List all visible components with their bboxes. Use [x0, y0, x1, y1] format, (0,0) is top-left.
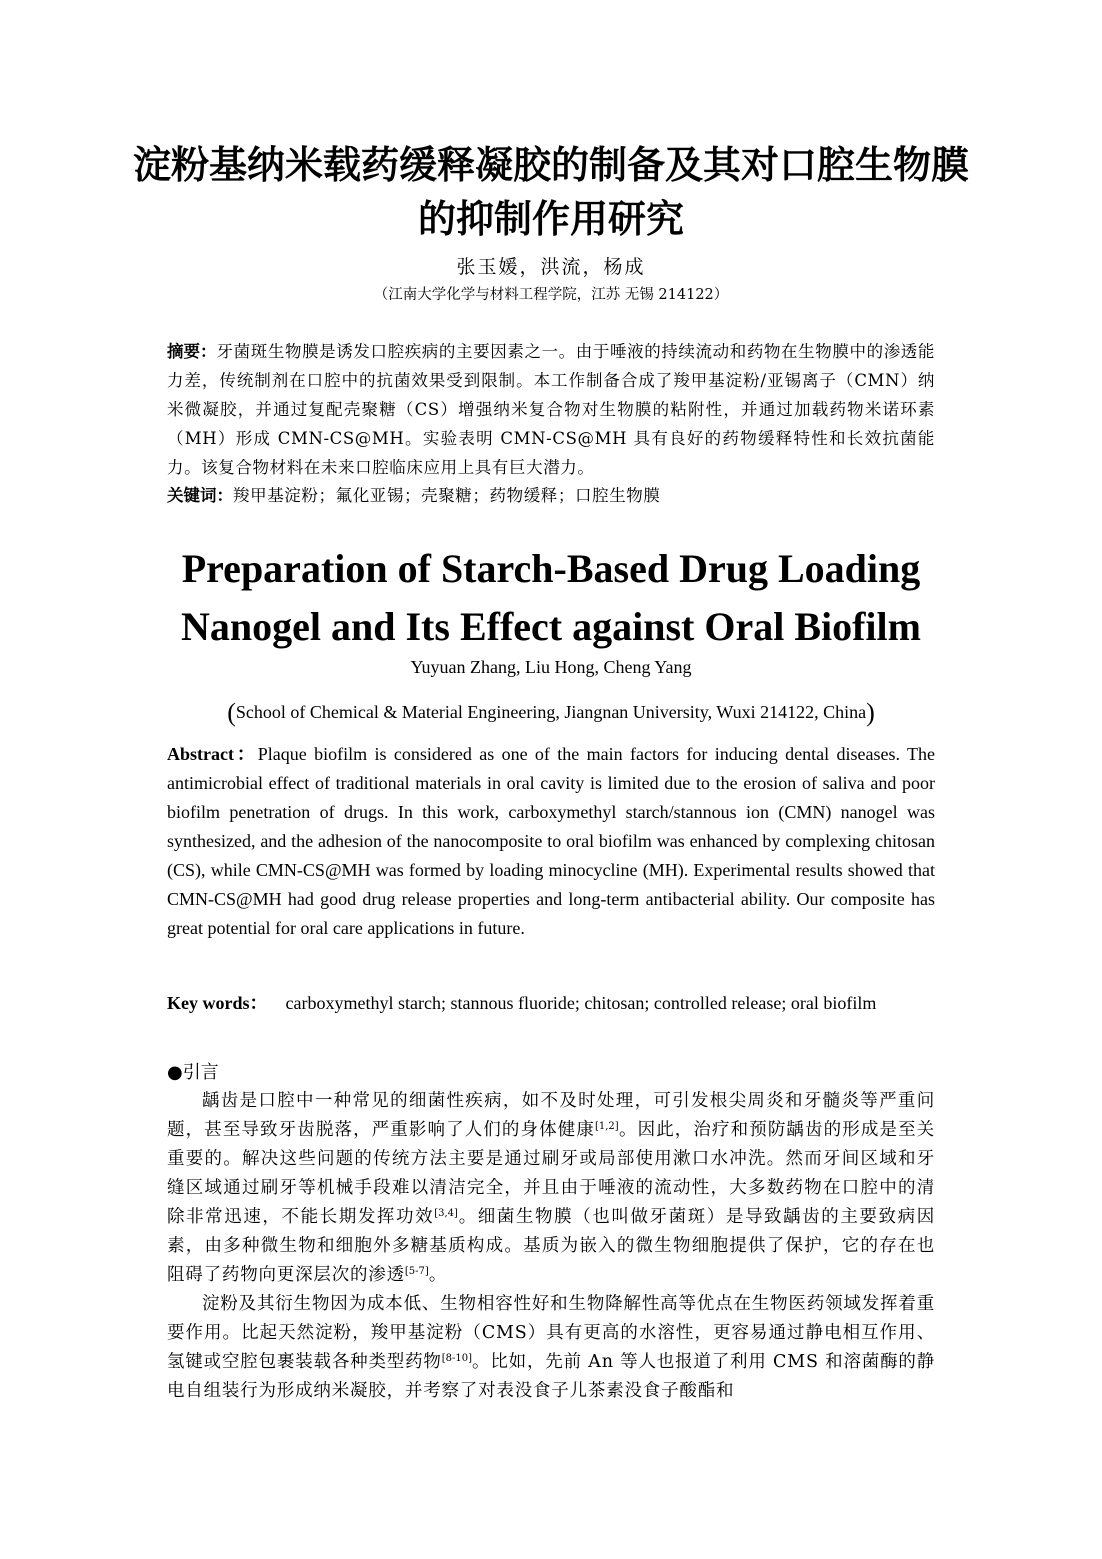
chinese-abstract-label: 摘要：	[167, 342, 217, 361]
paragraph-text: 。	[428, 1265, 448, 1285]
chinese-keywords-label: 关键词：	[167, 486, 233, 505]
english-authors: Yuyuan Zhang, Liu Hong, Cheng Yang	[410, 657, 692, 677]
english-title-line-1: Preparation of Starch-Based Drug Loading	[181, 546, 921, 591]
english-title	[100, 540, 1002, 656]
chinese-abstract-text: 牙菌斑生物膜是诱发口腔疾病的主要因素之一。由于唾液的持续流动和药物在生物膜中的渗透能力差，传统制剂在口腔中的抗菌效果受到限制。本工作制备合成了羧甲基淀粉/亚锡离子（CMN）纳米微凝胶，并通过复配壳聚糖（CS）增强纳米复合物对生物膜的粘附性，并通过加载药物米诺环素（MH）形成 CMN-CS@MH。实验表明 CMN-CS@MH 具有良好的药物缓释特性和长效抗菌能力。该复合物材料在未来口腔临床应用上具有巨大潜力。	[167, 342, 936, 477]
introduction-heading: ●引言	[167, 1062, 219, 1083]
chinese-affiliation: （江南大学化学与材料工程学院，江苏 无锡 214122）	[373, 287, 729, 303]
english-keywords-text: carboxymethyl starch; stannous fluoride; chitosan; controlled release; oral biofilm	[285, 993, 877, 1013]
citation: [3,4]	[434, 1208, 458, 1219]
english-abstract-text: Plaque biofilm is considered as one of the main factors for inducing dental diseases. The antimicrobial effect of traditional materials in oral cavity is limited due to the erosion of saliva and poor biofilm penetration of drugs. In this work, carboxymethyl starch/stannous ion (CMN) nanogel was synthesized, and the adhesion of the nanocomposite to oral biofilm was enhanced by complexing chitosan (CS), while CMN-CS@MH was formed by loading minocycline (MH). Experimental results showed that CMN-CS@MH had good drug release properties and long-term antibacterial ability. Our composite has great potential for oral care applications in future.	[167, 744, 935, 938]
introduction-body	[167, 1087, 935, 1406]
paragraph-text: 。因此，治疗和预防龋齿的形成是至关重要的。解决这些问题的传统方法主要是通过刷牙或局部使用漱口水冲洗。然而牙间区域和牙缝区域通过刷牙等机械手段难以清洁完全，并且由于唾液的流动性，大多数药物在口腔中的清除非常迅速，不能长期发挥功效	[167, 1120, 935, 1227]
english-title-line-2: Nanogel and Its Effect against Oral Biofilm	[181, 604, 921, 649]
paragraph-text: 。比如，先前 An 等人也报道了利用 CMS 和溶菌酶的静电自组装行为形成纳米凝胶，并考察了对表没食子儿茶素没食子酸酯和	[167, 1352, 936, 1401]
english-keywords	[167, 990, 935, 1016]
chinese-keywords-text: 羧甲基淀粉；氟化亚锡；壳聚糖；药物缓释；口腔生物膜	[233, 486, 661, 505]
chinese-authors: 张玉媛，洪流，杨成	[456, 256, 646, 278]
introduction-paragraph-2	[167, 1290, 935, 1406]
chinese-keywords	[167, 481, 935, 510]
english-abstract-label: Abstract：	[167, 744, 258, 764]
english-abstract	[167, 740, 935, 943]
citation: [8-10]	[441, 1353, 472, 1364]
citation: [1,2]	[594, 1121, 619, 1132]
english-keywords-label: Key words：	[167, 993, 268, 1013]
paragraph-text: 淀粉及其衍生物因为成本低、生物相容性好和生物降解性高等优点在生物医药领域发挥着重要作用。比起天然淀粉，羧甲基淀粉（CMS）具有更高的水溶性，更容易通过静电相互作用、氢键或空腔包裹装载各种类型药物	[167, 1294, 935, 1372]
paragraph-text: 。细菌生物膜（也叫做牙菌斑）是导致龋齿的主要致病因素，由多种微生物和细胞外多糖基质构成。基质为嵌入的微生物细胞提供了保护，它的存在也阻碍了药物向更深层次的渗透	[167, 1207, 936, 1285]
citation: [5-7]	[404, 1266, 429, 1277]
chinese-title: 淀粉基纳米载药缓释凝胶的制备及其对口腔生物膜的抑制作用研究	[132, 143, 969, 241]
english-affiliation-text: School of Chemical & Material Engineering, Jiangnan University, Wuxi 214122, China	[235, 702, 867, 722]
english-affiliation: (School of Chemical & Material Engineering, Jiangnan University, Wuxi 214122, China)	[227, 698, 875, 727]
introduction-paragraph-1	[167, 1087, 935, 1290]
chinese-abstract	[167, 337, 935, 482]
paragraph-text: 龋齿是口腔中一种常见的细菌性疾病，如不及时处理，可引发根尖周炎和牙髓炎等严重问题，甚至导致牙齿脱落，严重影响了人们的身体健康	[167, 1091, 935, 1140]
